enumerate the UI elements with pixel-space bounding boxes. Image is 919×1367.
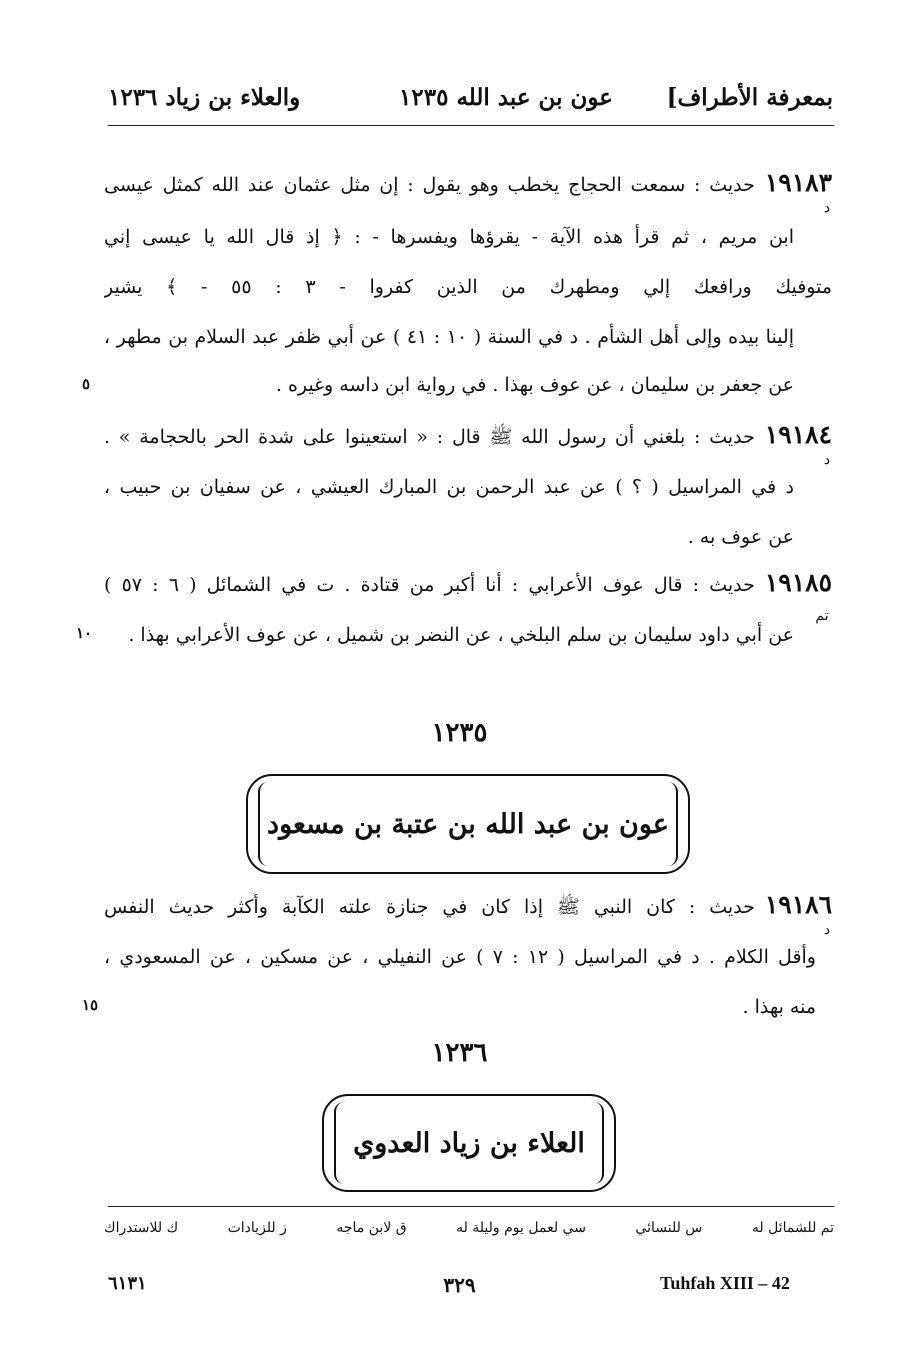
header-section-1235: عون بن عبد الله ١٢٣٥ <box>399 84 613 111</box>
entry-19185-symbol: تم <box>815 608 829 624</box>
entry-text: حديث : سمعت الحجاج يخطب وهو يقول : إن مثل عثمان عند الله كمثل عيسى <box>104 174 755 196</box>
line-number-10: ١٠ <box>76 624 93 642</box>
entry-19184-line-3: عن عوف به . <box>687 526 794 548</box>
section-1236-title: العلاء بن زياد العدوي <box>353 1127 585 1159</box>
section-1236-title-frame <box>322 1094 616 1192</box>
entry-text: حديث : كان النبي ﷺ إذا كان في جنازة علته الكآبة وأكثر حديث النفس <box>104 896 755 918</box>
entry-number: ١٩١٨٣ <box>764 168 832 197</box>
section-1236-number: ١٢٣٦ <box>431 1038 488 1068</box>
abbreviation-legend <box>104 1220 834 1248</box>
print-code: ٦١٣١ <box>108 1273 147 1294</box>
entry-19183-line-3: متوفيك ورافعك إلي ومطهرك من الذين كفروا - ٣ : ٥٥ - ﴾ يشير <box>104 276 832 298</box>
volume-page-label: Tuhfah XIII – 42 <box>660 1273 790 1293</box>
entry-19186-symbol: د <box>823 922 831 938</box>
header-book-title: بمعرفة الأطراف] <box>666 84 833 111</box>
entry-19184-symbol: د <box>823 452 831 468</box>
legend-item: ك للاستدراك <box>104 1220 179 1236</box>
entry-number: ١٩١٨٦ <box>764 890 832 919</box>
line-number-15: ١٥ <box>82 996 99 1014</box>
legend-item: تم للشمائل له <box>751 1220 834 1236</box>
entry-19186-line-3: منه بهذا . <box>742 996 816 1018</box>
entry-19184-line-2: د في المراسيل ( ؟ ) عن عبد الرحمن بن المبارك العيشي ، عن سفيان بن حبيب ، <box>104 476 794 498</box>
entry-19183-line-4: إلينا بيده وإلى أهل الشأم . د في السنة ( ١٠ : ٤١ ) عن أبي ظفر عبد السلام بن مطهر ، <box>104 326 794 348</box>
entry-19186-line-1 <box>104 890 832 922</box>
entry-19186-line-2: وأقل الكلام . د في المراسيل ( ١٢ : ٧ ) عن النفيلي ، عن مسكين ، عن المسعودي ، <box>104 946 816 968</box>
entry-number: ١٩١٨٥ <box>764 568 832 597</box>
entry-19183-line-5: عن جعفر بن سليمان ، عن عوف بهذا . في رواية ابن داسه وغيره . <box>275 374 794 396</box>
entry-19183-line-1 <box>104 168 832 200</box>
footer-rule <box>108 1206 834 1207</box>
entry-19185-line-1 <box>104 568 832 600</box>
entry-text: حديث : قال عوف الأعرابي : أنا أكبر من قتادة . ت في الشمائل ( ٦ : ٥٧ ) <box>104 574 755 596</box>
page-number: ٣٢٩ <box>443 1273 476 1297</box>
header-rule <box>108 125 834 126</box>
running-header <box>108 84 833 120</box>
section-1235-number: ١٢٣٥ <box>431 718 488 748</box>
legend-item: س للنسائي <box>635 1220 703 1236</box>
line-number-5: ٥ <box>82 375 91 393</box>
entry-19184-line-1 <box>104 420 832 452</box>
section-1235-title-frame <box>246 774 690 874</box>
legend-item: سي لعمل يوم وليلة له <box>456 1220 586 1236</box>
legend-item: ق لابن ماجه <box>336 1220 407 1236</box>
entry-19185-line-2: عن أبي داود سليمان بن سلم البلخي ، عن النضر بن شميل ، عن عوف الأعرابي بهذا . <box>128 624 794 646</box>
entry-text: حديث : بلغني أن رسول الله ﷺ قال : « استعينوا على شدة الحر بالحجامة » . <box>104 426 755 448</box>
entry-19183-line-2: ابن مريم ، ثم قرأ هذه الآية - يقرؤها ويفسرها - : ﴿ إذ قال الله يا عيسى إني <box>104 226 794 248</box>
legend-item: ز للزيادات <box>227 1220 287 1236</box>
entry-19183-symbol: د <box>823 200 831 216</box>
header-section-1236: والعلاء بن زياد ١٢٣٦ <box>108 84 301 111</box>
entry-number: ١٩١٨٤ <box>764 420 832 449</box>
section-1235-title: عون بن عبد الله بن عتبة بن مسعود <box>267 808 669 840</box>
